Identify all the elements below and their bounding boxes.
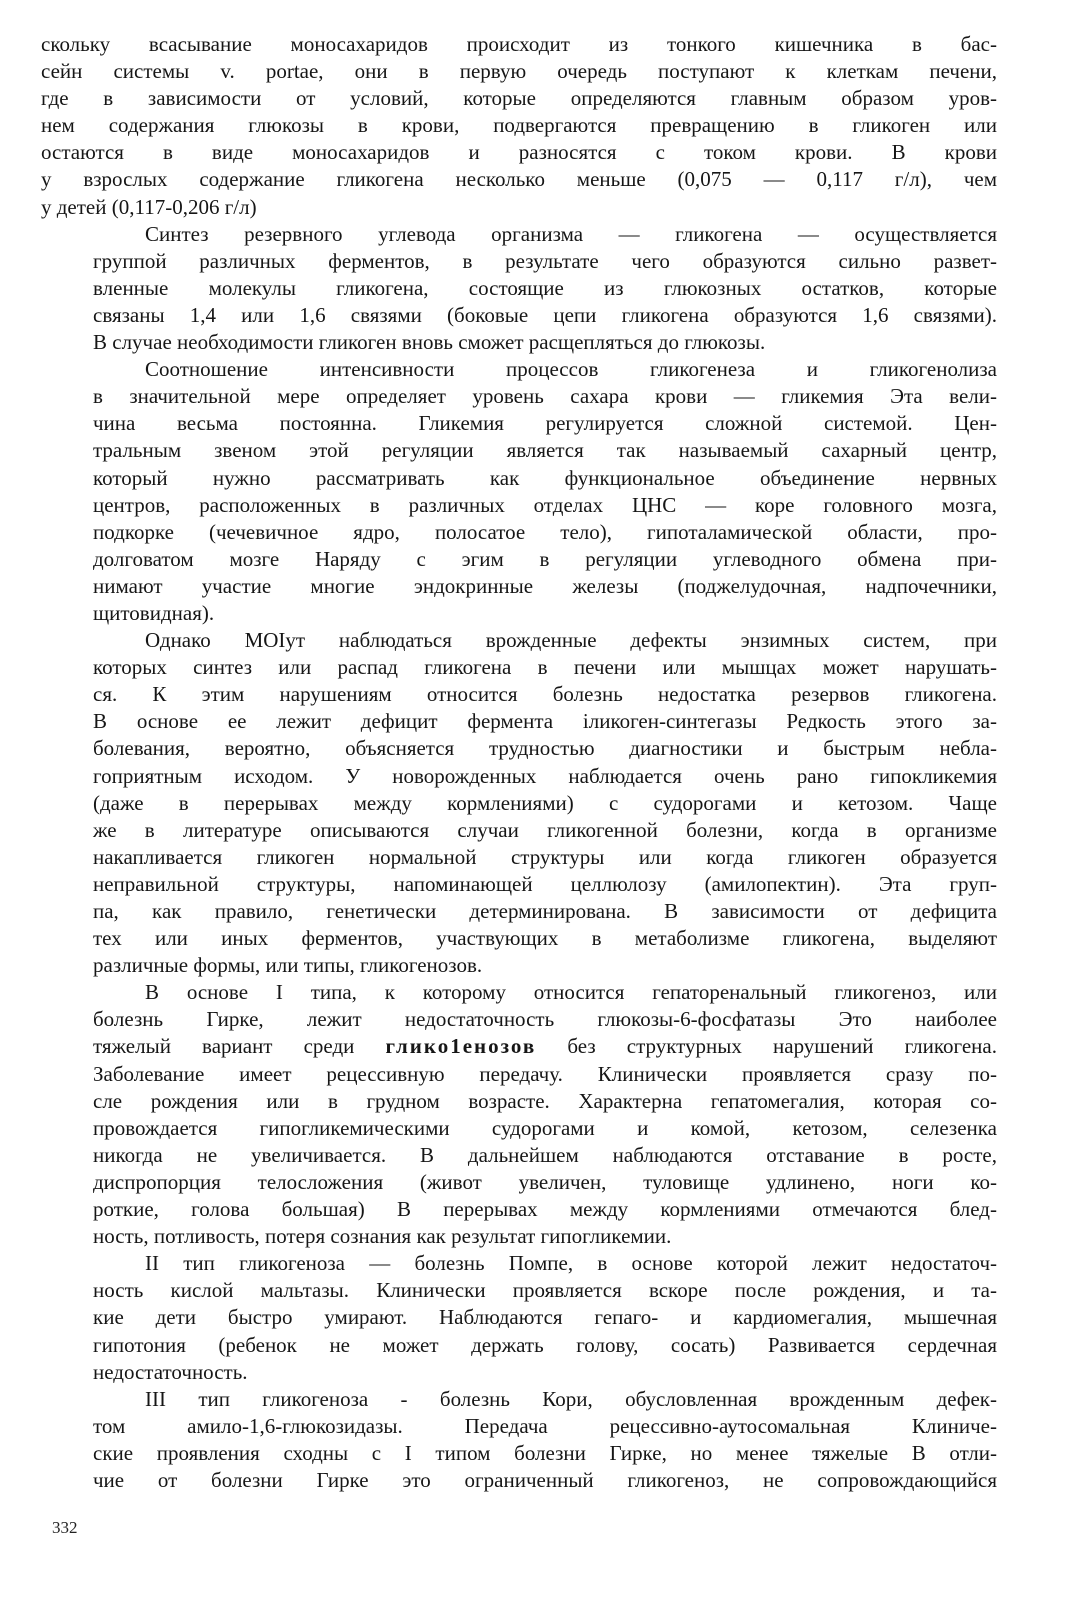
text-line: ские проявления сходны с I типом болезни Гирке, но менее тяжелые В отли- (93, 1440, 997, 1465)
text-line: которых синтез или распад гликогена в печени или мышцах может нарушать- (93, 655, 997, 680)
text-line: который нужно рассматривать как функциональное объединение нервных (93, 465, 997, 490)
text-line: связаны 1,4 или 1,6 связями (боковые цепи гликогена образуются 1,6 связями). (93, 302, 997, 327)
text-line: чие от болезни Гирке это ограниченный гликогеноз, не сопровождающийся (93, 1467, 997, 1492)
text-line: сле рождения или в грудном возрасте. Характерна гепатомегалия, которая со- (93, 1088, 997, 1113)
text-line: провождается гипогликемическими судорогами и комой, кетозом, селезенка (93, 1115, 997, 1140)
text-line: Синтез резервного углевода организма — гликогена — осуществляется (145, 221, 997, 246)
text-line: болезнь Гирке, лежит недостаточность глюкозы-6-фосфатазы Это наиболее (93, 1007, 997, 1032)
text-line: II тип гликогеноза — болезнь Помпе, в основе которой лежит недостаточ- (145, 1251, 997, 1276)
text-line: у детей (0,117-0,206 г/л) (41, 194, 257, 219)
emphasized-term: глико1енозов (385, 1034, 537, 1059)
paragraph (41, 979, 997, 1250)
text-line: сейн системы v. portae, они в первую очередь поступают к клеткам печени, (41, 59, 997, 84)
text-line: группой различных ферментов, в результате чего образуются сильно развет- (93, 248, 997, 273)
text-line: па, как правило, генетически детерминирована. В зависимости от дефицита (93, 899, 997, 923)
text-line: III тип гликогеноза - болезнь Кори, обусловленная врожденным дефек- (145, 1386, 997, 1411)
text-line: накапливается гликоген нормальной структуры или когда гликоген образуется (93, 844, 997, 869)
paragraph (41, 627, 997, 979)
text-line: нимают участие многие эндокринные железы (поджелудочная, надпочечники, (93, 573, 997, 598)
paragraph (41, 1386, 997, 1494)
text-line: гипотония (ребенок не может держать голову, сосать) Развивается сердечная (93, 1332, 997, 1357)
text-line: же в литературе описываются случаи гликогенной болезни, когда в организме (93, 817, 997, 842)
text-line: остаются в виде моносахаридов и разносятся с током крови. В крови (41, 140, 997, 165)
text-line: центров, расположенных в различных отделах ЦНС — коре головного мозга, (93, 492, 997, 517)
text-line (41, 1033, 997, 1060)
paragraph (41, 1250, 997, 1385)
paragraph (41, 31, 997, 221)
text-line: вленные молекулы гликогена, состоящие из глюкозных остатков, которые (93, 275, 997, 300)
text-line: у взрослых содержание гликогена несколько меньше (0,075 — 0,117 г/л), чем (41, 167, 997, 192)
text-line: В основе I типа, к которому относится гепаторенальный гликогеноз, или (145, 980, 997, 1005)
text-line: В случае необходимости гликоген вновь сможет расщепляться до глюкозы. (93, 330, 766, 355)
text-line: никогда не увеличивается. В дальнейшем наблюдаются отставание в росте, (93, 1142, 997, 1167)
text-line: ность, потливость, потеря сознания как результат гипогликемии. (93, 1224, 672, 1249)
text-line: ся. К этим нарушениям относится болезнь недостатка резервов гликогена. (93, 682, 997, 707)
text-line: тех или иных ферментов, участвующих в метаболизме гликогена, выделяют (93, 926, 997, 951)
text-line: роткие, голова большая) В перерывах между кормлениями отмечаются блед- (93, 1197, 997, 1222)
text-line: в значительной мере определяет уровень сахара крови — гликемия Эта вели- (93, 384, 997, 409)
text-line: долговатом мозге Наряду с эгим в регуляции углеводного обмена при- (93, 546, 997, 571)
text-line: различные формы, или типы, гликогенозов. (93, 953, 483, 978)
text-line: подкорке (чечевичное ядро, полосатое тело), гипоталамической области, про- (93, 519, 997, 544)
text-run: тяжелый вариант среди (93, 1034, 386, 1059)
text-line: где в зависимости от условий, которые определяются главным образом уров- (41, 86, 997, 111)
text-line: недостаточность. (93, 1359, 248, 1384)
paragraph (41, 356, 997, 627)
text-line: кие дети быстро умирают. Наблюдаются гепаго- и кардиомегалия, мышечная (93, 1305, 997, 1330)
text-line: нем содержания глюкозы в крови, подвергаются превращению в гликоген или (41, 113, 997, 138)
text-line: Соотношение интенсивности процессов гликогенеза и гликогенолиза (145, 357, 997, 382)
text-line: Однако MOIут наблюдаться врожденные дефекты энзимных систем, при (145, 628, 997, 653)
text-line: диспропорция телосложения (живот увеличен, туловище удлинено, ноги ко- (93, 1169, 997, 1194)
text-line: неправильной структуры, напоминающей целлюлозу (амилопектин). Эта груп- (93, 871, 997, 896)
page-number: 332 (52, 1518, 78, 1537)
text-line: (даже в перерывах между кормлениями) с судорогами и кетозом. Чаще (93, 790, 997, 815)
text-run: без структурных нарушений гликогена. (536, 1034, 997, 1059)
book-page-text (41, 31, 997, 1531)
text-line: ность кислой мальтазы. Клинически проявляется вскоре после рождения, и та- (93, 1278, 997, 1303)
text-line: щитовидная). (93, 600, 215, 625)
text-line: Заболевание имеет рецессивную передачу. Клинически проявляется сразу по- (93, 1061, 997, 1086)
text-line: чина весьма постоянна. Гликемия регулируется сложной системой. Цен- (93, 411, 997, 436)
paragraph (41, 221, 997, 356)
text-line: гоприятным исходом. У новорожденных наблюдается очень рано гипокликемия (93, 763, 997, 788)
text-line: болевания, вероятно, объясняется трудностью диагностики и быстрым небла- (93, 736, 997, 761)
text-line: том амило-1,6-глюкозидазы. Передача рецессивно-аутосомальная Клиниче- (93, 1413, 997, 1438)
text-line: скольку всасывание моносахаридов происходит из тонкого кишечника в бас- (41, 32, 997, 56)
text-line: В основе ее лежит дефицит фермента iликоген-синтегазы Редкость этого за- (93, 709, 997, 734)
text-line: тральным звеном этой регуляции является так называемый сахарный центр, (93, 438, 997, 463)
